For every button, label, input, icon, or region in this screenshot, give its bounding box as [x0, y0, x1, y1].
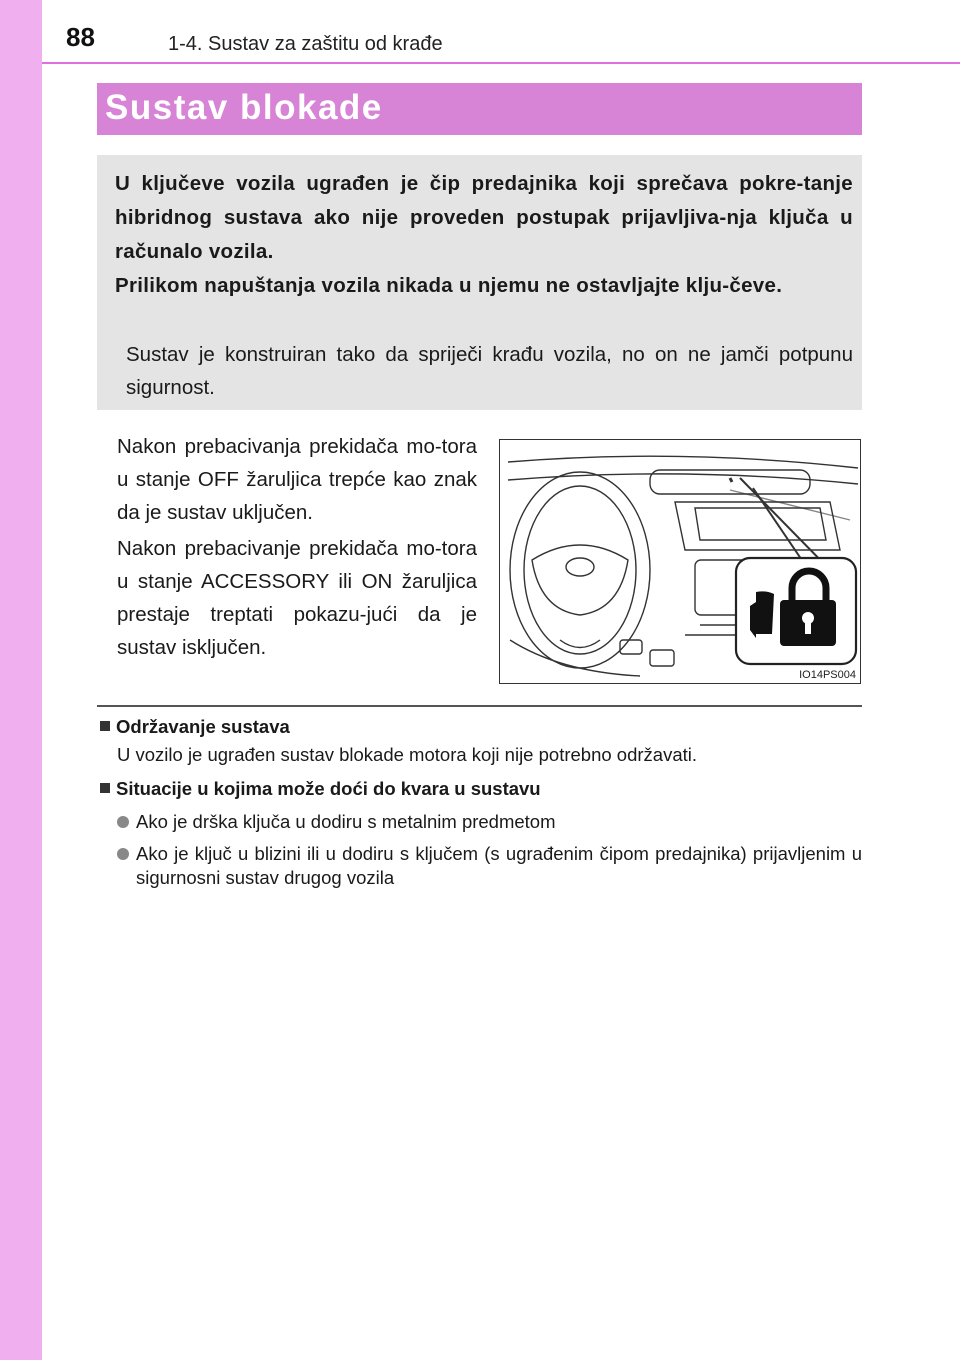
- list-item: Ako je drška ključa u dodiru s metalnim predmetom: [117, 810, 862, 834]
- round-bullet-icon: [117, 816, 129, 828]
- page-title: Sustav blokade: [105, 88, 383, 127]
- square-bullet-icon: [100, 783, 110, 793]
- dashboard-illustration: [499, 439, 861, 684]
- square-bullet-icon: [100, 721, 110, 731]
- note-body-maintenance: U vozilo je ugrađen sustav blokade motora koji nije potrebno održavati.: [117, 744, 697, 765]
- car-lock-icon: [736, 558, 856, 664]
- round-bullet-icon: [117, 848, 129, 860]
- side-color-strip: [0, 0, 42, 1360]
- illustration-code: IO14PS004: [799, 669, 856, 681]
- intro-box: [97, 155, 862, 410]
- page-number: 88: [66, 22, 95, 52]
- section-header: 1-4. Sustav za zaštitu od krađe: [168, 33, 443, 55]
- body-paragraph-2: Nakon prebacivanje prekidača mo-tora u stanje ACCESSORY ili ON žaruljica prestaje treptati pokazu-jući da je sustav isključen.: [117, 537, 477, 659]
- list-item: Ako je ključ u blizini ili u dodiru s ključem (s ugrađenim čipom predajnika) prijavljenim u sigurnosni sustav drugog vozila: [117, 842, 862, 890]
- note-heading-maintenance: Održavanje sustava: [100, 716, 290, 738]
- header-rule: [42, 62, 960, 64]
- title-banner: [97, 83, 862, 135]
- dashboard-drawing: [500, 440, 860, 683]
- section-divider: [97, 705, 862, 707]
- intro-paragraph-2: Prilikom napuštanja vozila nikada u njemu ne ostavljajte klju-čeve.: [115, 274, 783, 297]
- note-heading-malfunction: Situacije u kojima može doći do kvara u sustavu: [100, 778, 541, 800]
- body-paragraph-1: Nakon prebacivanja prekidača mo-tora u stanje OFF žaruljica trepće kao znak da je sustav uključen.: [117, 435, 477, 524]
- intro-note: Sustav je konstruiran tako da spriječi krađu vozila, no on ne jamči potpunu sigurnost.: [126, 343, 853, 399]
- intro-paragraph-1: U ključeve vozila ugrađen je čip predajnika koji sprečava pokre-tanje hibridnog sustava ako nije proveden postupak prijavljiva-nja ključa u računalo vozila.: [115, 172, 853, 263]
